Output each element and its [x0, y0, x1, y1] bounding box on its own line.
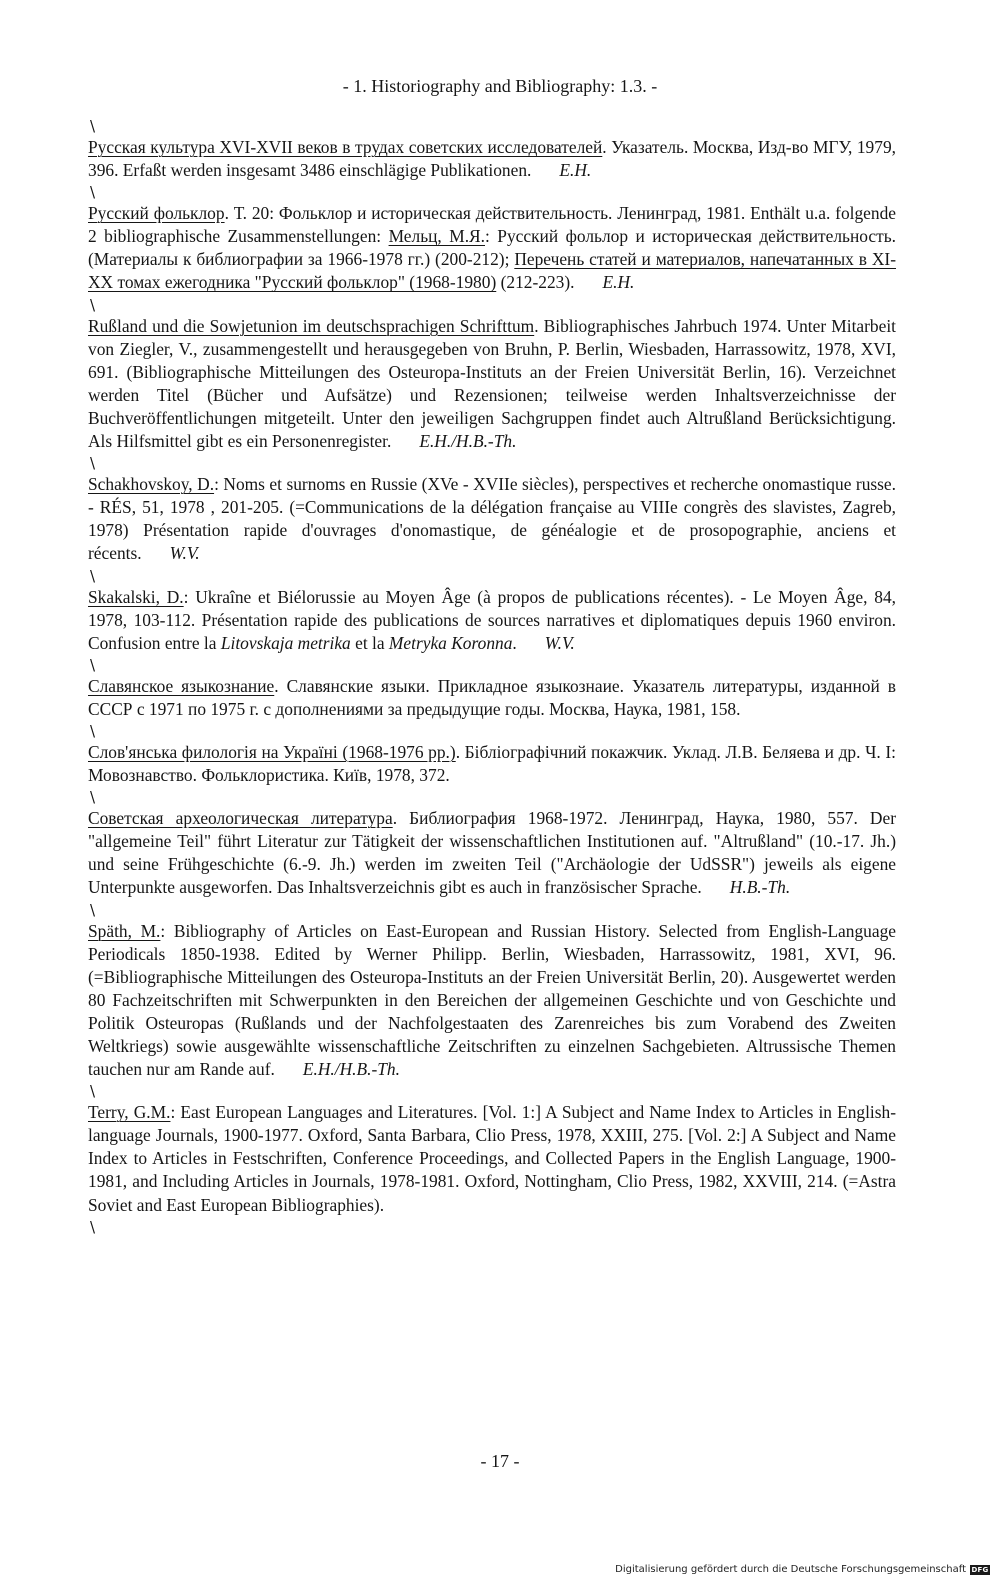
bibliography-list — [88, 116, 896, 1237]
entry-title: Славянское языкознание — [88, 675, 275, 696]
entry-title: Schakhovskoy, D. — [88, 474, 215, 495]
entry-title: Советская археологическая литература — [88, 808, 393, 829]
reviewer-initials: H.B.-Th. — [729, 877, 791, 898]
italic-term: Metryka Koronna — [388, 632, 513, 653]
bibliography-entry — [88, 807, 896, 899]
entry-separator: \ — [90, 117, 96, 135]
running-head: - 1. Historiography and Bibliography: 1.3. - — [342, 76, 658, 96]
entry-text: : East European Languages and Literatures. [Vol. 1:] A Subject and Name Index to Articles in English-language Journals, 1900-1977. Oxford, Santa Barbara, Clio Press, 1978, XXIII, 275. [Vol. 2:] A Subject and Name Index to Articles in Festschriften, Conference Proceedings, and Collected Papers in the English Language, 1900-1981, and Including Articles in Journals, 1978-1981. Oxford, Nottingham, Clio Press, 1982, XXVIII, 214. (=Astra Soviet and East European Bibliographies). — [88, 1102, 897, 1215]
entry-separator: \ — [90, 1217, 96, 1236]
entry-separator: \ — [90, 454, 96, 473]
page-number: - 17 - — [480, 1451, 520, 1471]
bibliography-entry — [88, 920, 896, 1082]
entry-text: . Bibliographisches Jahrbuch 1974. Unter Mitarbeit von Ziegler, V., zusammengestellt und herausgegeben von Bruhn, P. Berlin, Wiesbaden, Harrassowitz, 1978, XVI, 691. (Bibliographische Mitteilungen des Osteuropa-Instituts an der Freien Universität Berlin, 16). Verzeichnet werden Titel (Bücher und Aufsätze) und Rezensionen; teilweise werden Inhaltsverzeichnisse der Buchveröffentlichungen mitgeteilt. Unter den jeweiligen Sachgruppen findet auch Altrußland Berücksichtigung. Als Hilfsmittel gibt es ein Personenregister. — [88, 315, 896, 452]
entry-separator: \ — [90, 721, 96, 740]
entry-text: . — [512, 632, 517, 653]
dfg-logo: DFG — [971, 1565, 989, 1574]
entry-text: : Ukraîne et Biélorussie au Moyen Âge (à propos de publications récentes). - Le Moyen Âge, 84, 1978, 103-112. Présentation rapide des publications de sources narratives et diplomatiques depuis 1960 environ. Confusion entre la — [88, 586, 896, 653]
entry-title: Rußland und die Sowjetunion im deutschsprachigen Schrifttum — [88, 315, 535, 336]
credit-text: Digitalisierung gefördert durch die Deutsche Forschungsgemeinschaft — [615, 1564, 966, 1575]
entry-title: Мельц, М.Я. — [388, 226, 485, 247]
entry-separator: \ — [90, 183, 96, 202]
reviewer-initials: E.H./H.B.-Th. — [419, 431, 517, 452]
entry-title: Skakalski, D. — [88, 586, 184, 607]
entry-text: et la — [350, 632, 389, 653]
entry-title: Русский фольклор — [88, 203, 225, 224]
entry-title: Terry, G.M. — [88, 1102, 171, 1123]
entry-text: : Noms et surnoms en Russie (XVe - XVIIe siècles), perspectives et recherche onomastique russe. - RÉS, 51, 1978 , 201-205. (=Communications de la délégation française au VIIIe congrès des slavistes, Zagreb, 1978) Présentation rapide d'ouvrages d'onomastique, de généalogie et de prosopographie, anciens et récents. — [88, 474, 896, 564]
italic-term: Litovskaja metrika — [220, 632, 351, 653]
entry-separator: \ — [90, 788, 96, 807]
bibliography-entry — [88, 473, 896, 565]
entry-title: Späth, M. — [88, 920, 161, 941]
entry-title: Русская культура XVI-XVII веков в трудах советских исследователей — [88, 137, 603, 157]
bibliography-entry — [88, 136, 896, 182]
entry-separator: \ — [90, 900, 96, 919]
bibliography-entry — [88, 675, 896, 721]
entry-text: . Славянские языки. Прикладное языкознаие. Указатель литературы, изданной в СССР с 1971 по 1975 г. с дополнениями за предыдущие годы. Москва, Наука, 1981, 158. — [88, 675, 896, 719]
reviewer-initials: E.H./H.B.-Th. — [302, 1059, 400, 1080]
entry-text: . Бібліографічний покажчик. Уклад. Л.В. Беляева и др. Ч. I: Мовознавство. Фольклористика. Київ, 1978, 372. — [88, 741, 896, 786]
entry-text: : Русский фольлор и историческая действительность. (Материалы к библиографии за 1966-1978 гг.) (200-212); — [88, 226, 896, 270]
entry-title: Перечень статей и материалов, напечатанных в XI-XX томах ежегодника "Русский фольклор" (1968-1980) — [88, 249, 896, 293]
bibliography-entry — [88, 586, 896, 655]
reviewer-initials: W.V. — [169, 543, 200, 564]
entry-separator: \ — [90, 1082, 96, 1101]
entry-text: . Т. 20: Фольклор и историческая действительность. Ленинград, 1981. Enthält u.a. folgende 2 bibliographische Zusammenstellungen: — [88, 203, 896, 247]
entry-text: . Указатель. Москва, Изд-во МГУ, 1979, 396. Erfaßt werden insgesamt 3486 einschlägige Publikationen. — [88, 137, 896, 181]
entry-separator: \ — [90, 655, 96, 674]
reviewer-initials: E.H. — [602, 272, 635, 293]
entry-text: : Bibliography of Articles on East-European and Russian History. Selected from English-Language Periodicals 1850-1938. Edited by Werner Philipp. Berlin, Wiesbaden, Harrassowitz, 1981, XVI, 96. (=Bibliographische Mitteilungen des Osteuropa-Instituts an der Freien Universität Berlin, 20). Ausgewertet werden 80 Fachzeitschriften mit Schwerpunkten in den Bereichen der allgemeinen Geschichte und von Geschichte und Politik Osteuropas (Rußlands und der Nachfolgestaaten des Zarenreiches bis zum Vorabend des Zweiten Weltkriegs) sowie ausgewählte wissenschaftliche Zeitschriften zu einzelnen Sachgebieten. Altrussische Themen tauchen nur am Rande auf. — [88, 920, 896, 1080]
entry-text: . Библиография 1968-1972. Ленинград, Наука, 1980, 557. Der "allgemeine Teil" führt Literatur zur Tätigkeit der wissenschaftlichen Institutionen auf. "Altrußland" (10.-17. Jh.) und seine Frühgeschichte (6.-9. Jh.) werden im zweiten Teil ("Archäologie der UdSSR") jeweils als eigene Unterpunkte ausgeworfen. Das Inhaltsverzeichnis gibt es auch in französischer Sprache. — [88, 808, 896, 898]
reviewer-initials: E.H. — [559, 160, 592, 181]
digitization-credit — [615, 1564, 990, 1575]
reviewer-initials: W.V. — [544, 632, 575, 653]
entry-separator: \ — [90, 566, 96, 585]
bibliography-entry — [88, 741, 896, 787]
bibliography-entry — [88, 202, 896, 294]
bibliography-entry — [88, 1101, 896, 1216]
entry-separator: \ — [90, 295, 96, 314]
entry-title: Слов'янська филологія на Україні (1968-1976 рр.) — [88, 741, 456, 762]
bibliography-entry — [88, 315, 896, 454]
entry-text: (212-223). — [496, 272, 575, 293]
